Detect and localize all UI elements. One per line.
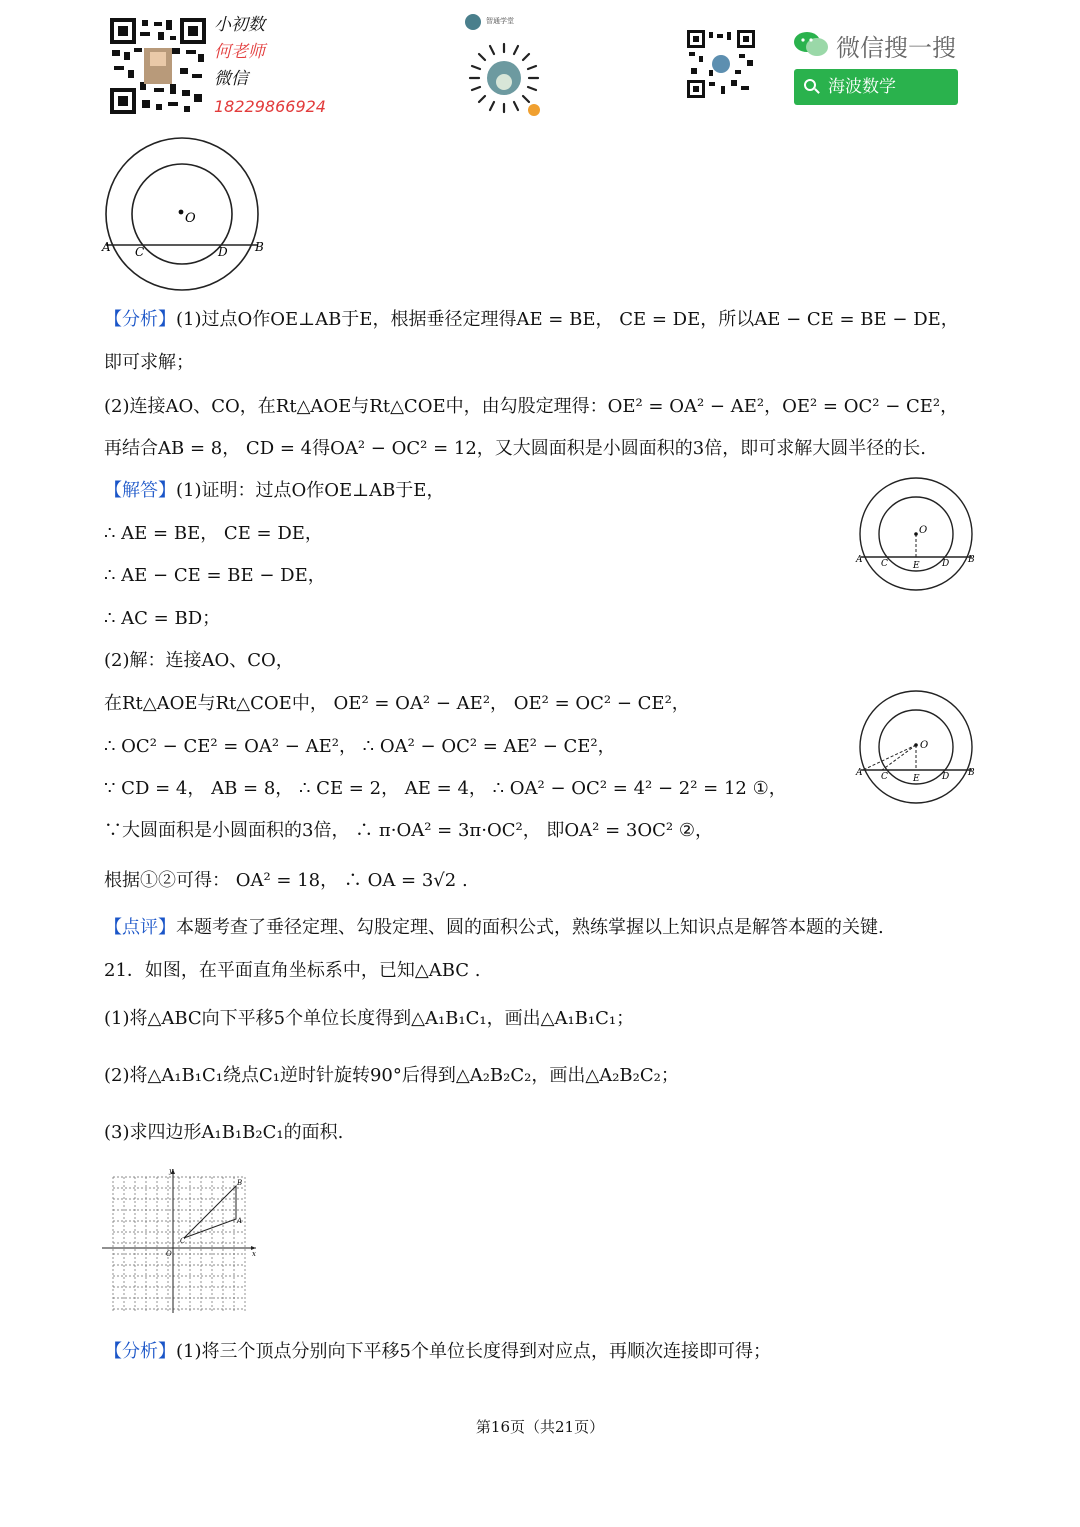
fig1-label-a: A: [856, 555, 863, 565]
grid-label-o: O: [166, 1250, 172, 1258]
fig2-label-a: A: [856, 768, 863, 778]
solution-line-5: (2)解：连接AO、CO，: [104, 650, 294, 671]
fig2-label-d: D: [942, 772, 950, 782]
question-21-part-2: (2)将△A₁B₁C₁绕点C₁逆时针旋转90°后得到△A₂B₂C₂，画出△A₂B₂C₂；: [104, 1065, 679, 1086]
question-21-part-1: (1)将△ABC向下平移5个单位长度得到△A₁B₁C₁，画出△A₁B₁C₁；: [104, 1008, 635, 1029]
grid-label-x: x: [252, 1250, 256, 1258]
fig2-label-b: B: [968, 768, 975, 778]
section-tag: 【点评】: [104, 917, 176, 938]
fig2-label-o: O: [920, 740, 929, 751]
solution-line-7: ∴ OC² − CE² = OA² − AE²， ∴ OA² − OC² = AE² − CE²，: [104, 736, 616, 757]
solution-line-10: 根据①②可得： OA² = 18， ∴ OA = 3√2 .: [104, 870, 468, 891]
solution-line-1: 【解答】(1)证明：过点O作OE⊥AB于E，: [104, 480, 445, 501]
figure-concentric-circles: [100, 135, 272, 295]
public-account-qr-code: [687, 30, 755, 98]
solution-line-9: ∵大圆面积是小圆面积的3倍， ∴ π·OA² = 3π·OC²， 即OA² = 3OC² ②，: [104, 820, 713, 841]
question-21-stem: 21．如图，在平面直角坐标系中，已知△ABC .: [104, 960, 481, 981]
miniapp-caption: 智通学堂: [486, 17, 514, 25]
question-21-part-3: (3)求四边形A₁B₁B₂C₁的面积.: [104, 1122, 344, 1143]
section-tag: 【分析】: [104, 309, 176, 330]
fig2-label-c: C: [881, 772, 888, 782]
fig1-label-o: O: [919, 525, 928, 536]
teacher-qr-code: [110, 18, 206, 114]
comment-line: 【点评】本题考查了垂径定理、勾股定理、圆的面积公式，熟练掌握以上知识点是解答本题的关键.: [104, 917, 884, 938]
solution-line-2: ∴ AE = BE， CE = DE，: [104, 523, 323, 544]
handwriting-line-3: 微信: [214, 69, 248, 89]
grid-label-b: B: [237, 1179, 243, 1187]
solution-line-8: ∵ CD = 4， AB = 8， ∴ CE = 2， AE = 4， ∴ OA² − OC² = 4² − 2² = 12 ①，: [104, 778, 787, 799]
page-number: 第16页（共21页）: [475, 1418, 605, 1436]
search-button-label: 海波数学: [828, 77, 896, 97]
figure-solution-1: [855, 476, 980, 591]
handwriting-line-2: 何老师: [214, 42, 265, 62]
fig1-label-d: D: [942, 559, 950, 569]
wechat-search-label: 微信搜一搜: [836, 34, 956, 62]
search-button[interactable]: [794, 69, 958, 105]
label-a: A: [102, 240, 111, 254]
solution-line-3: ∴ AE − CE = BE − DE，: [104, 565, 326, 586]
phone-number: 18229866924: [214, 97, 326, 116]
grid-label-y: y: [169, 1167, 173, 1175]
analysis-line-2: 即可求解；: [104, 352, 194, 373]
miniapp-code: [466, 40, 542, 116]
solution-line-4: ∴ AC = BD；: [104, 608, 221, 629]
analysis-line-1: 【分析】(1)过点O作OE⊥AB于E，根据垂径定理得AE = BE， CE = DE，所以AE − CE = BE − DE，: [104, 309, 959, 330]
fig1-label-e: E: [913, 561, 920, 571]
miniapp-logo-icon: [465, 14, 481, 30]
coordinate-grid-figure: [100, 1165, 260, 1315]
figure-solution-2: [855, 688, 980, 806]
search-icon-handle: [814, 88, 820, 94]
handwriting-line-1: 小初数: [214, 15, 265, 35]
label-c: C: [135, 245, 145, 259]
fig1-label-b: B: [968, 555, 975, 565]
analysis-line-3: (2)连接AO、CO，在Rt△AOE与Rt△COE中，由勾股定理得：OE² = OA² − AE²，OE² = OC² − CE²，: [104, 396, 959, 417]
fig2-label-e: E: [913, 774, 920, 784]
wechat-logo-icon: [793, 30, 829, 58]
label-b: B: [255, 240, 264, 254]
solution-line-6: 在Rt△AOE与Rt△COE中， OE² = OA² − AE²， OE² = OC² − CE²，: [104, 693, 690, 714]
analysis-21-line-1: 【分析】(1)将三个顶点分别向下平移5个单位长度得到对应点，再顺次连接即可得；: [104, 1341, 771, 1362]
grid-label-a: A: [237, 1217, 243, 1225]
grid-label-c: C: [180, 1237, 186, 1245]
analysis-line-4: 再结合AB = 8， CD = 4得OA² − OC² = 12，又大圆面积是小圆面积的3倍，即可求解大圆半径的长.: [104, 438, 926, 459]
section-tag: 【分析】: [104, 1341, 176, 1362]
label-o: O: [185, 211, 196, 226]
fig1-label-c: C: [881, 559, 888, 569]
section-tag: 【解答】: [104, 480, 176, 501]
label-d: D: [218, 245, 228, 259]
